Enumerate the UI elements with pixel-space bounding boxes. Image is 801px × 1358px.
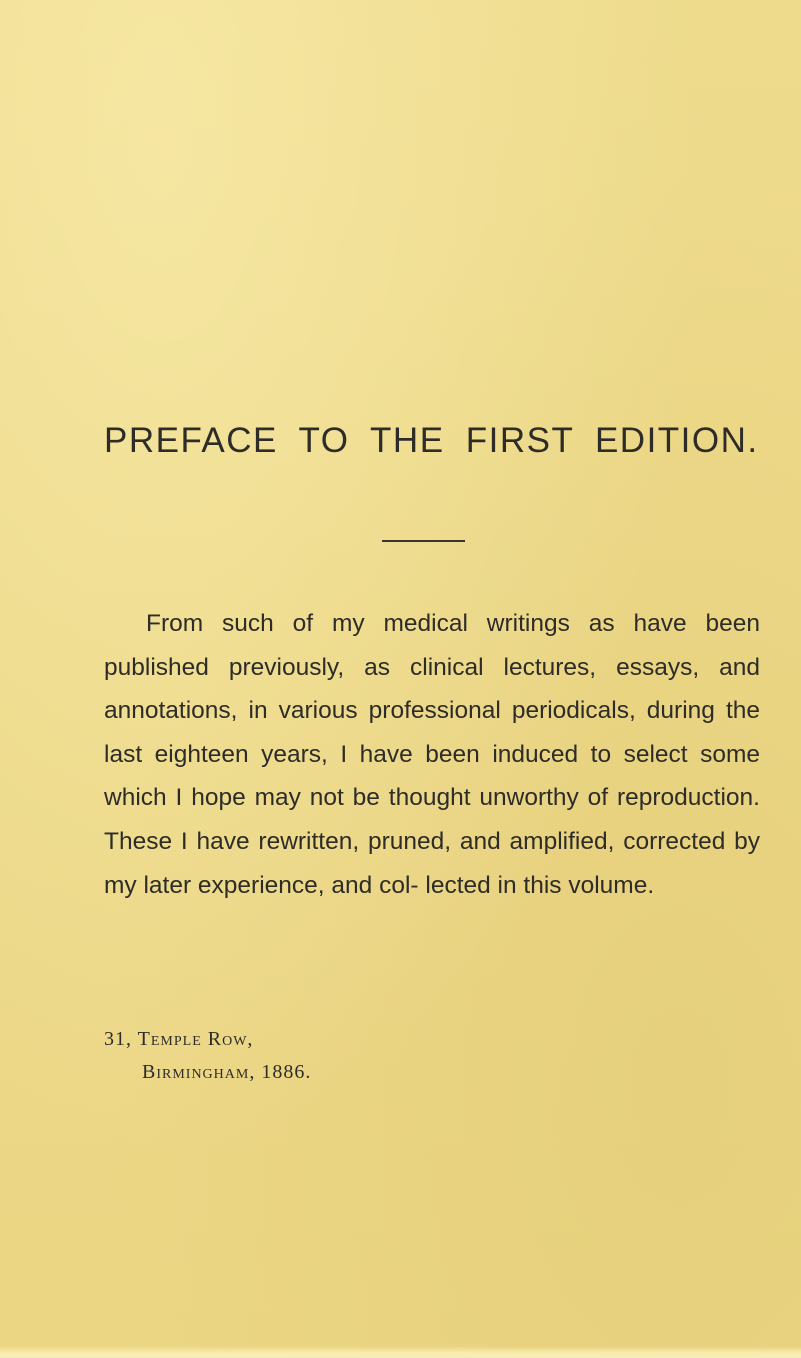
- preface-paragraph: From such of my medical writings as have been published previously, as clinical lectures, essays, and annotations, in various professional periodicals, during the last eighteen years, I have been induced to select some which I hope may not be thought unworthy of reproduction. These I have rewritten, pruned, and amplified, corrected by my later experience, and col- lected in this volume.: [104, 610, 760, 899]
- address-line-2: Birmingham, 1886.: [142, 1061, 312, 1083]
- heading-rule: [382, 540, 465, 542]
- page-bottom-edge: [0, 1346, 801, 1358]
- address-line-1: 31, Temple Row,: [104, 1028, 254, 1050]
- page-heading: PREFACE TO THE FIRST EDITION.: [104, 421, 759, 460]
- address-block: [104, 1023, 311, 1089]
